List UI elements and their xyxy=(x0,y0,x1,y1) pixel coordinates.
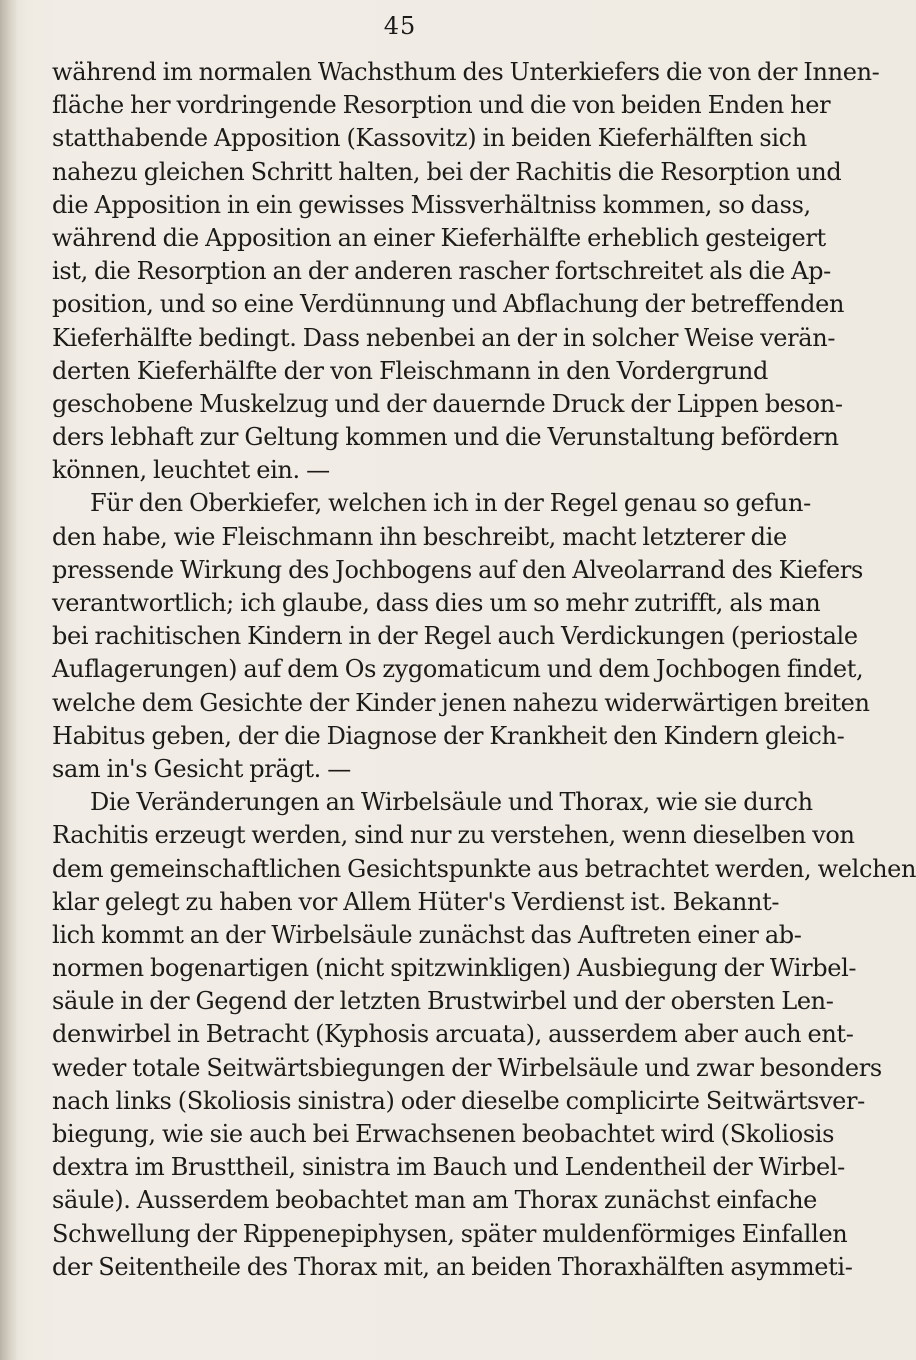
text-line: Kieferhälfte bedingt. Dass nebenbei an der in solcher Weise verän- xyxy=(52,323,836,352)
text-line: Habitus geben, der die Diagnose der Krankheit den Kindern gleich- xyxy=(52,721,845,750)
binding-gutter xyxy=(0,0,18,1360)
text-line: position, und so eine Verdünnung und Abflachung der betreffenden xyxy=(52,290,845,319)
text-line: während im normalen Wachsthum des Unterkiefers die von der Innen- xyxy=(52,58,880,86)
text-line: weder totale Seitwärtsbiegungen der Wirbelsäule und zwar besonders xyxy=(52,1053,882,1082)
text-line: säule in der Gegend der letzten Brustwirbel und der obersten Len- xyxy=(52,987,834,1016)
text-line: können, leuchtet ein. — xyxy=(52,456,330,485)
text-line: säule). Ausserdem beobachtet man am Thorax zunächst einfache xyxy=(52,1186,818,1215)
text-line: dextra im Brusttheil, sinistra im Bauch und Lendentheil der Wirbel- xyxy=(52,1153,845,1182)
text-line: nahezu gleichen Schritt halten, bei der Rachitis die Resorption und xyxy=(52,157,842,186)
text-line: denwirbel in Betracht (Kyphosis arcuata), ausserdem aber auch ent- xyxy=(52,1020,854,1049)
text-line: verantwortlich; ich glaube, dass dies um so mehr zutrifft, als man xyxy=(52,589,821,617)
text-line: sam in's Gesicht prägt. — xyxy=(52,754,351,783)
text-line: biegung, wie sie auch bei Erwachsenen beobachtet wird (Skoliosis xyxy=(52,1120,835,1148)
text-line: klar gelegt zu haben vor Allem Hüter's Verdienst ist. Bekannt- xyxy=(52,887,780,916)
text-line: lich kommt an der Wirbelsäule zunächst das Auftreten einer ab- xyxy=(52,920,802,949)
text-line: Auflagerungen) auf dem Os zygomaticum und dem Jochbogen findet, xyxy=(52,655,864,684)
body-text xyxy=(52,56,916,1284)
page-number: 45 xyxy=(383,12,417,40)
text-line: geschobene Muskelzug und der dauernde Druck der Lippen beson- xyxy=(52,389,843,418)
text-line: Die Veränderungen an Wirbelsäule und Thorax, wie sie durch xyxy=(90,788,813,817)
text-line: Schwellung der Rippenepiphysen, später muldenförmiges Einfallen xyxy=(52,1219,848,1248)
text-line: ders lebhaft zur Geltung kommen und die Verunstaltung befördern xyxy=(52,423,839,452)
text-line: dem gemeinschaftlichen Gesichtspunkte aus betrachtet werden, welchen xyxy=(52,854,916,883)
text-line: Für den Oberkiefer, welchen ich in der Regel genau so gefun- xyxy=(90,489,811,518)
text-line: den habe, wie Fleischmann ihn beschreibt, macht letzterer die xyxy=(52,522,787,551)
text-line: während die Apposition an einer Kieferhälfte erheblich gesteigert xyxy=(52,223,826,252)
text-line: pressende Wirkung des Jochbogens auf den Alveolarrand des Kiefers xyxy=(52,555,863,584)
text-line: statthabende Apposition (Kassovitz) in beiden Kieferhälften sich xyxy=(52,124,807,153)
text-line: ist, die Resorption an der anderen rascher fortschreitet als die Ap- xyxy=(52,257,831,286)
text-line: nach links (Skoliosis sinistra) oder dieselbe complicirte Seitwärtsver- xyxy=(52,1086,865,1115)
text-line: derten Kieferhälfte der von Fleischmann in den Vordergrund xyxy=(52,356,768,385)
text-line: Rachitis erzeugt werden, sind nur zu verstehen, wenn dieselben von xyxy=(52,821,855,850)
text-line: die Apposition in ein gewisses Missverhältniss kommen, so dass, xyxy=(52,190,811,219)
text-line: der Seitentheile des Thorax mit, an beiden Thoraxhälften asymmeti- xyxy=(52,1252,853,1281)
text-line: fläche her vordringende Resorption und die von beiden Enden her xyxy=(52,91,831,120)
text-line: normen bogenartigen (nicht spitzwinkligen) Ausbiegung der Wirbel- xyxy=(52,954,857,983)
text-line: bei rachitischen Kindern in der Regel auch Verdickungen (periostale xyxy=(52,622,858,651)
text-line: welche dem Gesichte der Kinder jenen nahezu widerwärtigen breiten xyxy=(52,688,870,717)
